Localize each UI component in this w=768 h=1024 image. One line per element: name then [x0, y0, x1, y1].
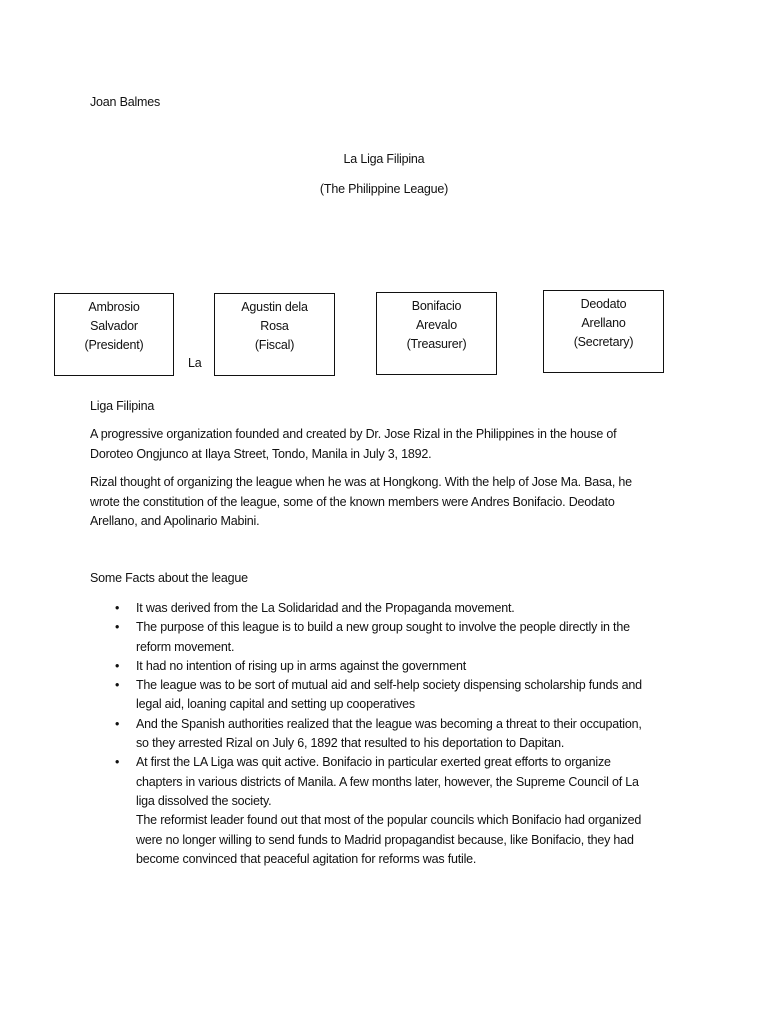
list-item-line: reform movement. — [136, 639, 235, 654]
intro-paragraph — [90, 425, 690, 464]
officer-name-line: Arellano — [581, 316, 626, 330]
officer-box-president — [54, 293, 174, 376]
list-item — [90, 599, 710, 618]
officer-box-fiscal — [214, 293, 335, 376]
bullet-icon: • — [115, 620, 120, 635]
facts-heading: Some Facts about the league — [90, 571, 248, 585]
list-item — [90, 676, 710, 715]
paragraph-line: Arellano, and Apolinario Mabini. — [90, 514, 260, 528]
officer-name-line: Agustin dela — [241, 300, 308, 314]
officer-role: (President) — [84, 338, 144, 352]
list-item-line: It had no intention of rising up in arms against the government — [136, 658, 466, 673]
bullet-icon: • — [115, 755, 120, 770]
list-item-line: legal aid, loaning capital and setting up cooperatives — [136, 697, 415, 712]
list-item — [90, 618, 710, 657]
officer-name-line: Deodato — [580, 297, 627, 311]
list-item-line: chapters in various districts of Manila. A few months later, however, the Supreme Council of La — [136, 774, 639, 789]
list-item — [90, 657, 710, 676]
officer-name-line: Arevalo — [416, 318, 457, 332]
list-item-line: At first the LA Liga was quit active. Bonifacio in particular exerted great efforts to organize — [136, 755, 611, 770]
stray-text: La — [188, 356, 202, 370]
list-item — [90, 753, 710, 869]
bullet-icon: • — [115, 716, 120, 731]
paragraph-line: Rizal thought of organizing the league when he was at Hongkong. With the help of Jose Ma. Basa, he — [90, 475, 632, 489]
author-name: Joan Balmes — [90, 95, 161, 109]
list-item-line: The purpose of this league is to build a new group sought to involve the people directly in the — [136, 620, 630, 635]
rizal-paragraph — [90, 473, 690, 532]
bullet-icon: • — [115, 658, 120, 673]
section-heading: Liga Filipina — [90, 399, 155, 413]
officer-box-secretary — [543, 290, 664, 373]
officer-name-line: Bonifacio — [411, 299, 462, 313]
list-item-line: liga dissolved the society. — [136, 793, 272, 808]
paragraph-line: wrote the constitution of the league, some of the known members were Andres Bonifacio. Deodato — [90, 494, 615, 509]
list-item-line: And the Spanish authorities realized that the league was becoming a threat to their occupation, — [136, 716, 642, 731]
officer-role: (Treasurer) — [406, 337, 467, 351]
bullet-icon: • — [115, 678, 120, 693]
officer-name-line: Salvador — [90, 319, 138, 333]
officer-role: (Fiscal) — [254, 338, 295, 352]
facts-list — [90, 599, 710, 869]
bullet-icon: • — [115, 601, 120, 615]
list-item-line: were no longer willing to send funds to Madrid propagandist because, like Bonifacio, they had — [136, 832, 634, 847]
officer-role: (Secretary) — [573, 335, 634, 349]
list-item-line: so they arrested Rizal on July 6, 1892 that resulted to his deportation to Dapitan. — [136, 736, 565, 751]
list-item-line: It was derived from the La Solidaridad and the Propaganda movement. — [136, 601, 515, 615]
list-item — [90, 715, 710, 754]
officer-name-line: Rosa — [260, 319, 289, 333]
paragraph-line: A progressive organization founded and created by Dr. Jose Rizal in the Philippines in the house of — [90, 427, 617, 441]
list-item-line: The reformist leader found out that most of the popular councils which Bonifacio had organized — [136, 813, 642, 828]
officer-name-line: Ambrosio — [88, 300, 140, 314]
officer-box-treasurer — [376, 292, 497, 375]
document-subtitle: (The Philippine League) — [319, 182, 449, 196]
list-item-line: become convinced that peaceful agitation for reforms was futile. — [136, 851, 477, 866]
document-title: La Liga Filipina — [343, 152, 425, 166]
paragraph-line: Doroteo Ongjunco at Ilaya Street, Tondo, Manila in July 3, 1892. — [90, 446, 432, 461]
list-item-line: The league was to be sort of mutual aid and self-help society dispensing scholarship funds and — [136, 678, 642, 693]
